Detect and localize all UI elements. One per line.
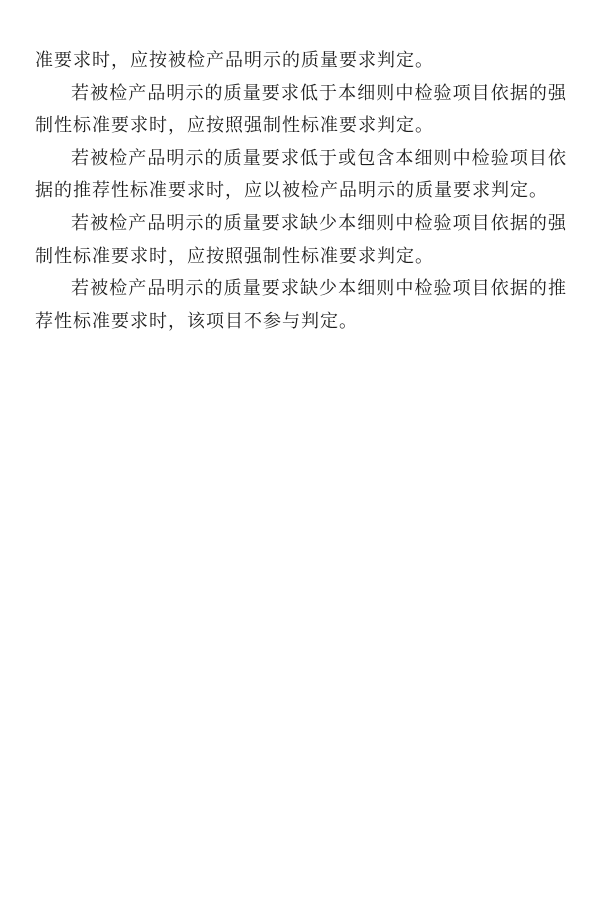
paragraph: 若被检产品明示的质量要求低于或包含本细则中检验项目依据的推荐性标准要求时，应以被检产品明示的质量要求判定。 xyxy=(35,147,567,202)
paragraph: 若被检产品明示的质量要求缺少本细则中检验项目依据的推荐性标准要求时，该项目不参与判定。 xyxy=(35,278,567,332)
text-block xyxy=(35,45,567,338)
paragraph-continuation: 准要求时，应按被检产品明示的质量要求判定。 xyxy=(35,50,434,71)
paragraph: 若被检产品明示的质量要求缺少本细则中检验项目依据的强制性标准要求时，应按照强制性标准要求判定。 xyxy=(35,212,567,267)
paragraph: 若被检产品明示的质量要求低于本细则中检验项目依据的强制性标准要求时，应按照强制性标准要求判定。 xyxy=(35,82,567,137)
